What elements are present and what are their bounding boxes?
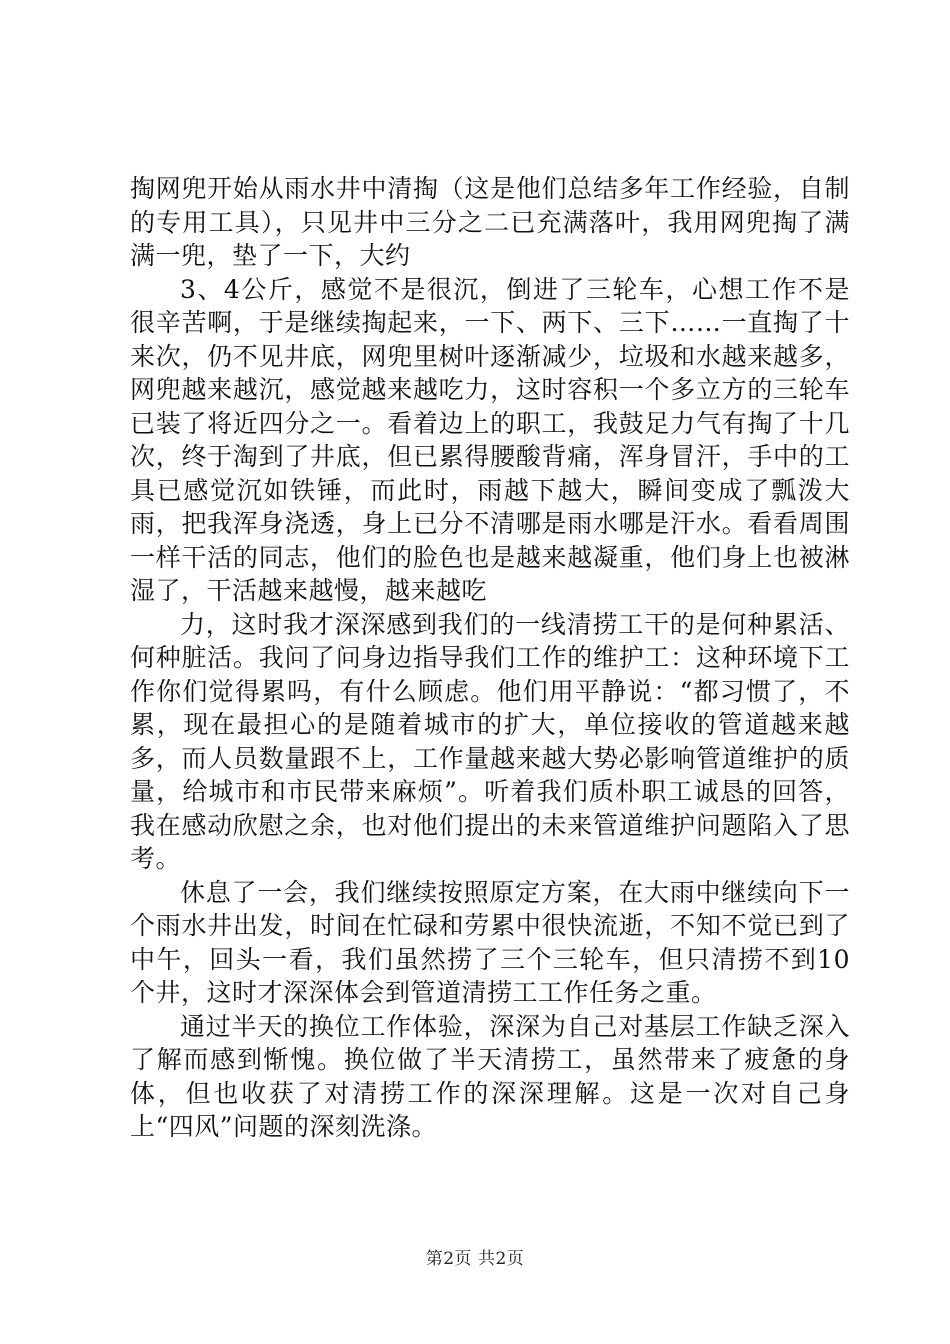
- paragraph: 力，这时我才深深感到我们的一线清捞工干的是何种累活、何种脏活。我问了问身边指导我们工作的维护工：这种环境下工作你们觉得累吗，有什么顾虑。他们用平静说：“都习惯了，不累，现在最担心的是随着城市的扩大，单位接收的管道越来越多，而人员数量跟不上，工作量越来越大势必影响管道维护的质量，给城市和市民带来麻烦”。听着我们质朴职工诚恳的回答，我在感动欣慰之余，也对他们提出的未来管道维护问题陷入了思考。: [130, 609, 850, 873]
- paragraph: 3、4公斤，感觉不是很沉，倒进了三轮车，心想工作不是很辛苦啊，于是继续掏起来，一下、两下、三下……一直掏了十来次，仍不见井底，网兜里树叶逐渐减少，垃圾和水越来越多，网兜越来越沉，感觉越来越吃力，这时容积一个多立方的三轮车已装了将近四分之一。看着边上的职工，我鼓足力气有掏了十几次，终于淘到了井底，但已累得腰酸背痛，浑身冒汗，手中的工具已感觉沉如铁锤，而此时，雨越下越大，瞬间变成了瓢泼大雨，把我浑身浇透，身上已分不清哪是雨水哪是汗水。看看周围一样干活的同志，他们的脸色也是越来越凝重，他们身上也被淋湿了，干活越来越慢，越来越吃: [130, 274, 850, 605]
- paragraph: 掏网兜开始从雨水井中清掏（这是他们总结多年工作经验，自制的专用工具），只见井中三分之二已充满落叶，我用网兜掏了满满一兜，垫了一下，大约: [130, 174, 850, 270]
- paragraph: 休息了一会，我们继续按照原定方案，在大雨中继续向下一个雨水井出发，时间在忙碌和劳累中很快流逝，不知不觉已到了中午，回头一看，我们虽然捞了三个三轮车，但只清捞不到10个井，这时才深深体会到管道清捞工工作任务之重。: [130, 877, 850, 1007]
- document-body: [130, 172, 850, 1144]
- page-number-footer: 第2页 共2页: [425, 1249, 525, 1269]
- paragraph: 通过半天的换位工作体验，深深为自己对基层工作缺乏深入了解而感到惭愧。换位做了半天清捞工，虽然带来了疲惫的身体，但也收获了对清捞工作的深深理解。这是一次对自己身上“四风”问题的深刻洗涤。: [130, 1011, 850, 1141]
